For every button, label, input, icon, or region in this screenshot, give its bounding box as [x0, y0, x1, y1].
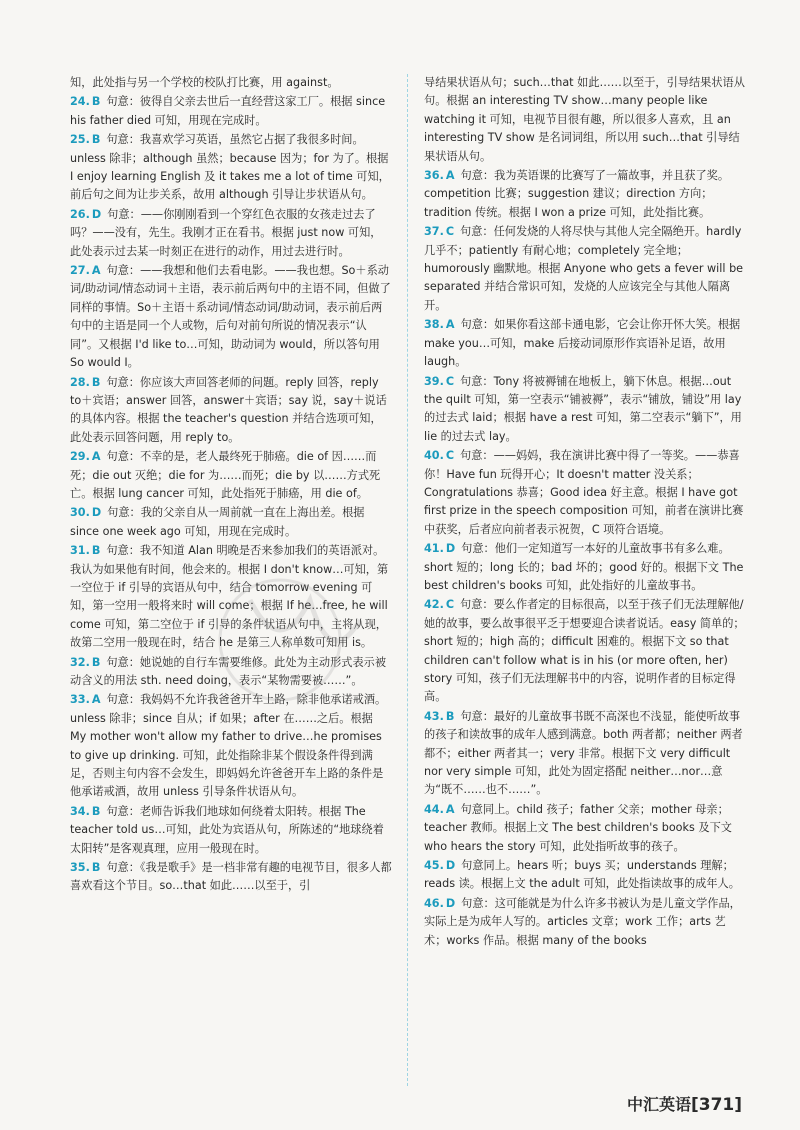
- question-number: 30.: [70, 506, 90, 520]
- answer-letter: D: [445, 896, 456, 910]
- answer-letter: D: [91, 506, 102, 520]
- question-number: 26.: [70, 207, 90, 221]
- answer-letter: C: [445, 225, 455, 239]
- answer-entry: [70, 131, 392, 205]
- answer-letter: D: [445, 542, 456, 556]
- question-number: 42.: [424, 598, 444, 612]
- explanation-text: 知，此处指与另一个学校的校队打比赛，用 against。: [70, 76, 339, 89]
- answer-entry: [424, 708, 746, 800]
- answer-entry: [70, 93, 392, 130]
- question-number: 45.: [424, 859, 444, 873]
- answer-entry: [70, 262, 392, 372]
- answer-letter: B: [91, 95, 101, 109]
- explanation-text: 句意：我的父亲自从一周前就一直在上海出差。根据 since one week ago 可知，用现在完成时。: [70, 506, 365, 538]
- answer-entry: [424, 596, 746, 706]
- answer-entry: [424, 895, 746, 950]
- answer-entry: [424, 540, 746, 595]
- explanation-text: 句意：她说她的自行车需要维修。此处为主动形式表示被动含义的用法 sth. need doing，表示“某物需要被……”。: [70, 655, 387, 687]
- question-number: 39.: [424, 374, 444, 388]
- explanation-text: 句意：他们一定知道写一本好的儿童故事书有多么难。short 短的；long 长的；bad 坏的；good 好的。根据下文 The best children's books 可知，此处指好的儿童故事书。: [424, 542, 744, 592]
- answer-letter: B: [91, 544, 101, 558]
- answer-entry: [70, 374, 392, 448]
- answer-entry: [424, 857, 746, 894]
- answer-entry: [424, 223, 746, 315]
- explanation-text: 句意：彼得自父亲去世后一直经营这家工厂。根据 since his father died 可知，用现在完成时。: [70, 95, 386, 127]
- explanation-text: 句意：你应该大声回答老师的问题。reply 回答，reply to＋宾语；answer 回答，answer＋宾语；say 说，say＋说话的具体内容。根据 the teacher's question 并结合选项可知，此处表示回答问题，用 reply to。: [70, 375, 387, 444]
- explanation-text: 句意：——你刚刚看到一个穿红色衣服的女孩走过去了吗？——没有，先生。我刚才正在看书。根据 just now 可知，此处表示过去某一时刻正在进行的动作，用过去进行时。: [70, 207, 382, 258]
- left-column: [70, 74, 392, 897]
- explanation-text: 句意：任何发烧的人将尽快与其他人完全隔绝开。hardly 几乎不；patiently 有耐心地；completely 完全地；humorously 幽默地。根据 Anyone who gets a fever will be separated 并结合常识可知，发烧的人应该完全与其他人隔离开。: [424, 225, 744, 312]
- answer-entry: [70, 859, 392, 896]
- explanation-text: 句意同上。child 孩子；father 父亲；mother 母亲；teacher 教师。根据上文 The best children's books 及下文 who hears the story 可知，此处指听故事的孩子。: [424, 802, 732, 853]
- explanation-text: 句意：要么作者定的目标很高，以至于孩子们无法理解他/她的故事，要么故事很平乏于想要迎合读者说话。easy 简单的；short 短的；high 高的；difficult 困难的。根据下文 so that children can't follow what is in his (or more often, her) story 可知，孩子们无法理解书中的内容，说明作者的目标定得高。: [424, 598, 745, 704]
- question-number: 34.: [70, 804, 90, 818]
- answer-entry: [424, 74, 746, 166]
- answer-entry: [424, 373, 746, 447]
- answer-letter: A: [91, 450, 101, 464]
- question-number: 44.: [424, 802, 444, 816]
- answer-entry: [70, 206, 392, 261]
- answer-entry: [70, 74, 392, 92]
- answer-entry: [424, 316, 746, 371]
- question-number: 25.: [70, 133, 90, 147]
- question-number: 29.: [70, 450, 90, 464]
- question-number: 40.: [424, 449, 444, 463]
- answer-letter: C: [445, 449, 455, 463]
- answer-letter: B: [445, 709, 455, 723]
- question-number: 43.: [424, 709, 444, 723]
- question-number: 38.: [424, 318, 444, 332]
- explanation-text: 句意：如果你看这部卡通电影，它会让你开怀大笑。根据 make you…可知，make 后接动词原形作宾语补足语，故用 laugh。: [424, 318, 741, 369]
- answer-letter: A: [91, 693, 101, 707]
- explanation-text: 句意：我为英语课的比赛写了一篇故事，并且获了奖。competition 比赛；suggestion 建议；direction 方向；tradition 传统。根据 I won a prize 可知，此处指比赛。: [424, 169, 730, 219]
- explanation-text: 句意：我喜欢学习英语，虽然它占据了我很多时间。unless 除非；although 虽然；because 因为；for 为了。根据 I enjoy learning English 及 it takes me a lot of time 可知，前后句之间为让步关系，故用 although 引导让步状语从句。: [70, 133, 390, 202]
- explanation-text: 句意：我妈妈不允许我爸爸开车上路，除非他承诺戒酒。unless 除非；since 自从；if 如果；after 在……之后。根据 My mother won't allow my father to drive…he promises to give up drinking. 可知，此处指除非某个假设条件得到满足，否则主句内容不会发生，即妈妈允许爸爸开车上路的条件是他承诺戒酒，故用 unless 引导条件状语从句。: [70, 693, 387, 799]
- page-number: [371]: [690, 1095, 742, 1115]
- explanation-text: 句意：Tony 将被褥铺在地板上，躺下休息。根据…out the quilt 可知，第一空表示“铺被褥”，表示“铺放，铺设”用 lay 的过去式 laid；根据 have a rest 可知，第二空表示“躺下”，用 lie 的过去式 lay。: [424, 374, 742, 443]
- answer-letter: C: [445, 374, 455, 388]
- question-number: 33.: [70, 693, 90, 707]
- answer-letter: A: [445, 318, 455, 332]
- answer-letter: B: [91, 655, 101, 669]
- column-divider: [407, 74, 408, 1086]
- explanation-text: 句意：这可能就是为什么许多书被认为是儿童文学作品，实际上是为成年人写的。articles 文章；work 工作；arts 艺术；works 作品。根据 many of the books: [424, 896, 741, 947]
- explanation-text: 句意：我不知道 Alan 明晚是否来参加我们的英语派对。我认为如果他有时间，他会来的。根据 I don't know…可知，第一空位于 if 引导的宾语从句中，结合 tomorrow evening 可知，第一空用一般将来时 will come；根据 If he…free, he will come 可知，第二空位于 if 引导的条件状语从句中，主将从现，故第二空用一般现在时，结合 he 是第三人称单数可知用 is。: [70, 544, 389, 650]
- answer-entry: [424, 801, 746, 856]
- explanation-text: 句意：不幸的是，老人最终死于肺癌。die of 因……而死；die out 灭绝；die for 为……而死；die by 以……方式死亡。根据 lung cancer 可知，此处指死于肺癌，用 die of。: [70, 450, 381, 500]
- book-title: 中汇英语: [626, 1095, 691, 1114]
- question-number: 41.: [424, 542, 444, 556]
- question-number: 35.: [70, 861, 90, 875]
- answer-letter: B: [91, 375, 101, 389]
- question-number: 27.: [70, 264, 90, 278]
- explanation-text: 句意：老师告诉我们地球如何绕着太阳转。根据 The teacher told us…可知，此处为宾语从句，所陈述的“地球绕着太阳转”是客观真理，应用一般现在时。: [70, 804, 384, 855]
- answer-entry: [70, 803, 392, 858]
- answer-letter: A: [445, 169, 455, 183]
- answer-letter: D: [91, 207, 102, 221]
- question-number: 28.: [70, 375, 90, 389]
- answer-letter: A: [445, 802, 455, 816]
- answer-letter: A: [91, 264, 101, 278]
- answer-letter: B: [91, 804, 101, 818]
- answer-entry: [424, 167, 746, 222]
- right-column: [424, 74, 746, 951]
- answer-entry: [70, 542, 392, 652]
- question-number: 37.: [424, 225, 444, 239]
- question-number: 46.: [424, 896, 444, 910]
- answer-letter: B: [91, 861, 101, 875]
- answer-entry: [70, 691, 392, 801]
- question-number: 24.: [70, 95, 90, 109]
- question-number: 31.: [70, 544, 90, 558]
- answer-entry: [70, 448, 392, 503]
- answer-letter: B: [91, 133, 101, 147]
- explanation-text: 句意：《我是歌手》是一档非常有趣的电视节目，很多人都喜欢看这个节目。so…that 如此……以至于，引: [70, 861, 392, 893]
- explanation-text: 句意：——妈妈，我在演讲比赛中得了一等奖。——恭喜你！Have fun 玩得开心；It doesn't matter 没关系；Congratulations 恭喜；Good idea 好主意。根据 I have got first prize in the speech composition 可知，前者在演讲比赛中获奖，后者应向前者表示祝贺，C 项符合语境。: [424, 449, 744, 536]
- page-footer: [627, 1092, 742, 1115]
- explanation-text: 句意：——我想和他们去看电影。——我也想。So＋系动词/助动词/情态动词＋主语，表示前后两句中的主语不同，但做了同样的事情。So＋主语＋系动词/情态动词/助动词，表示前后两句中的主语是同一个人或物，后句对前句所说的情况表示“认同”。又根据 I'd like to…可知，助动词为 would，所以答句用 So would I。: [70, 264, 391, 370]
- explanation-text: 导结果状语从句；such…that 如此……以至于，引导结果状语从句。根据 an interesting TV show…many people like watching it 可知，电视节目很有趣，所以很多人喜欢，且 an interesting TV show 是名词词组，所以用 such…that 引导结果状语从句。: [424, 76, 745, 163]
- explanation-text: 句意同上。hears 听；buys 买；understands 理解；reads 读。根据上文 the adult 可知，此处指读故事的成年人。: [424, 859, 740, 891]
- answer-entry: [70, 504, 392, 541]
- explanation-text: 句意：最好的儿童故事书既不高深也不浅显，能使听故事的孩子和读故事的成年人感到满意。both 两者都；neither 两者都不；either 两者其一；very 非常。根据下文 very difficult nor very simple 可知，此处为固定搭配 neither…nor…意为“既不……也不……”。: [424, 709, 743, 797]
- answer-entry: [424, 447, 746, 539]
- answer-letter: C: [445, 598, 455, 612]
- question-number: 32.: [70, 655, 90, 669]
- answer-letter: D: [445, 859, 456, 873]
- question-number: 36.: [424, 169, 444, 183]
- answer-entry: [70, 654, 392, 691]
